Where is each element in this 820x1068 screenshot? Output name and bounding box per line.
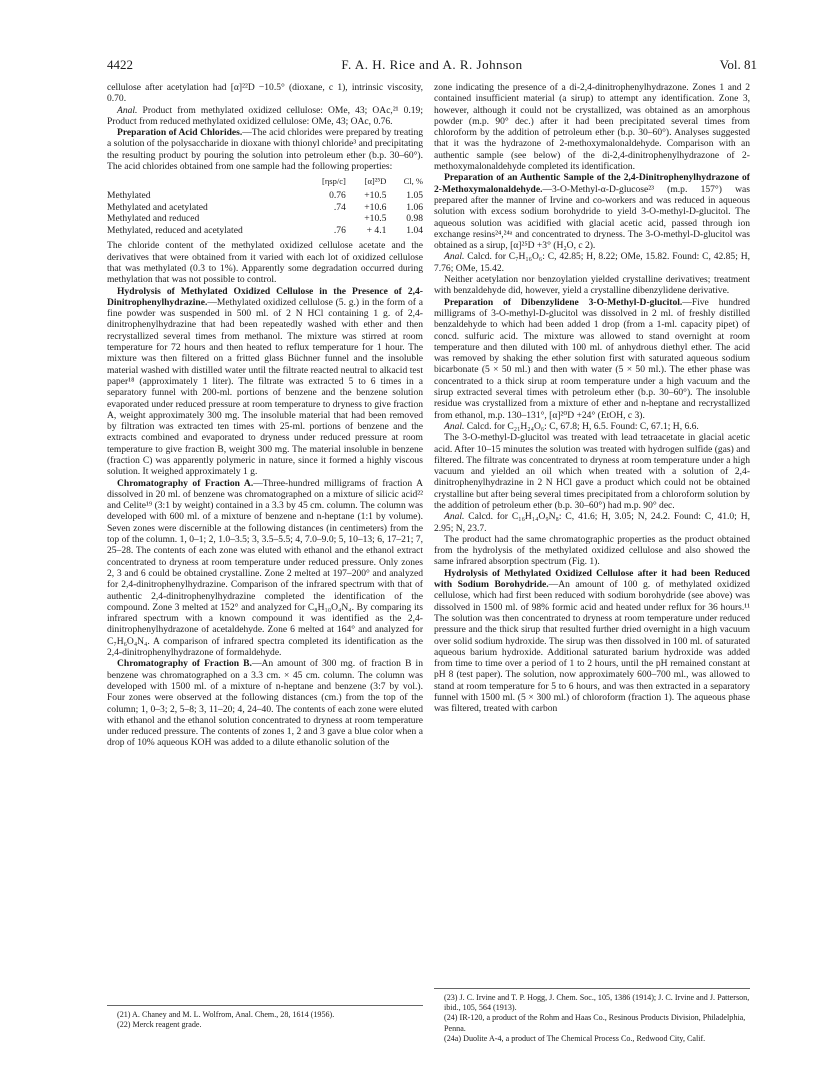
paragraph: Chromatography of Fraction B.—An amount of 300 mg. of fraction B in benzene was chromatographed on a 3.3 cm. × 45 cm. column. The column was developed with 1500 ml. of a mixture of n-heptane and benzene (3:7 by vol.). Four zones were observed at the following distances (cm.) from the top of the column; 1, 0–3; 2, 5–8; 3, 11–20; 4, 24–40. The contents of each zone were eluted with ethanol and the ethanol solution concentrated to dryness at room temperature under reduced pressure. The contents of zones 1, 2 and 3 gave a blue color when a drop of 10% aqueous KOH was added to a dilute ethanolic solution of the (107, 658, 423, 749)
paragraph: Neither acetylation nor benzoylation yielded crystalline derivatives; treatment with benzaldehyde did, however, yield a crystalline dibenzylidene derivative. (434, 274, 750, 297)
footnotes-left (107, 1005, 423, 1030)
table-header-row: [ηsp/c] [α]²⁵D Cl, % (322, 176, 423, 187)
table-row: Methylated and acetylated .74 +10.6 1.06 (107, 201, 423, 213)
section-heading: Preparation of Dibenzylidene 3-O-Methyl-D-glucitol. (444, 296, 683, 308)
section-heading: Preparation of Acid Chlorides. (117, 127, 243, 139)
left-column (107, 82, 423, 749)
paragraph: Hydrolysis of Methylated Oxidized Cellulose in the Presence of 2,4-Dinitrophenylhydrazine.—Methylated oxidized cellulose (5. g.) in the form of a fine powder was suspended in 500 ml. of 2 N HCl containing 1 g. of 2,4-dinitrophenylhydrazine that had been repeatedly washed with ether and then recrystallized several times from methanol. The mixture was stirred at room temperature for 72 hours and then heated to reflux temperature for 1 hour. The mixture was then filtered on a fritted glass Büchner funnel and the insoluble material washed with distilled water until the filtrate reacted neutral to alkacid test paper¹⁸ (approximately 1 liter). The filtrate was extracted 5 to 6 times in a separatory funnel with 200-ml. portions of benzene and the benzene solution evaporated under reduced pressure at room temperature to dryness to give fraction A, weight approximately 300 mg. The insoluble material that had been removed by filtration was extracted ten times with 25-ml. portions of benzene and the extracts combined and evaporated to dryness under reduced pressure at room temperature to give fraction B, weight 300 mg. The material insoluble in benzene (fraction C) was apparently polymeric in nature, since it formed a highly viscous solution. It weighed approximately 1 g. (107, 285, 423, 478)
section-heading: Hydrolysis of Methylated Oxidized Cellulose after it had been Reduced with Sodium Borohydride. (434, 567, 750, 591)
right-column (434, 82, 750, 715)
section-heading: Hydrolysis of Methylated Oxidized Cellulose in the Presence of 2,4-Dinitrophenylhydrazine. (107, 285, 423, 308)
section-heading: Chromatography of Fraction B. (117, 658, 252, 670)
table-row: Methylated and reduced +10.5 0.98 (107, 213, 423, 225)
footnote: (24a) Duolite A-4, a product of The Chemical Process Co., Redwood City, Calif. (444, 1033, 706, 1043)
acid-chloride-properties-table (107, 176, 423, 236)
paragraph: Preparation of Acid Chlorides.—The acid chlorides were prepared by treating a solution of the polysaccharide in dioxane with thionyl chloride³ and precipitating the resulting product by pouring the solution into petroleum ether (b.p. 30–60°). The acid chlorides obtained from one sample had the following properties: (107, 127, 423, 173)
footnote: (22) Merck reagent grade. (117, 1020, 202, 1030)
volume-number: Vol. 81 (719, 57, 757, 72)
table-row: Methylated, reduced and acetylated .76 + 4.1 1.04 (107, 224, 423, 236)
anal-label: Anal. (444, 251, 465, 263)
anal-label: Anal. (444, 511, 465, 523)
paragraph: cellulose after acetylation had [α]²²D −10.5° (dioxane, c 1), intrinsic viscosity, 0.70. (107, 82, 423, 105)
paragraph: The chloride content of the methylated oxidized cellulose acetate and the derivatives that were obtained from it varied with each lot of oxidized cellulose that was methylated (0.3 to 1%). Apparently some degradation occurred during methylation that was not possible to control. (107, 240, 423, 286)
anal-label: Anal. (444, 420, 465, 432)
footnote-rule (434, 988, 750, 989)
paragraph: Hydrolysis of Methylated Oxidized Cellulose after it had been Reduced with Sodium Borohydride.—An amount of 100 g. of methylated oxidized cellulose, which had first been reduced with sodium borohydride (see above) was dissolved in 1500 ml. of 98% formic acid and heated under reflux for 36 hours.¹¹ The solution was then concentrated to dryness at room temperature under reduced pressure and the thick sirup that resulted further dried overnight in a high vacuum over solid sodium hydroxide. The sirup was then dissolved in 100 ml. of saturated aqueous barium hydroxide. Additional saturated barium hydroxide was added from time to time over a period of 1 to 2 hours, until the pH remained constant at pH 8 (test paper). The solution, now approximately 600–700 ml., was allowed to stand at room temperature for 5 to 6 hours, and was then extracted in a separatory funnel with 1500 ml. (5 × 300 ml.) of chloroform (fraction 1). The aqueous phase was filtered, treated with carbon (434, 567, 751, 715)
footnote: (23) J. C. Irvine and T. P. Hogg, J. Chem. Soc., 105, 1386 (1914); J. C. Irvine and J. Patterson, ibid., 105, 564 (1913). (444, 993, 750, 1013)
paragraph: Anal. Calcd. for C₂₁H₂₄O₆: C, 67.8; H, 6.5. Found: C, 67.1; H, 6.6. (444, 420, 699, 432)
paragraph: Chromatography of Fraction A.—Three-hundred milligrams of fraction A dissolved in 20 ml. of benzene was chromatographed on a mixture of silicic acid²² and Celite¹⁹ (3:1 by weight) contained in a 3.3 by 45 cm. column. The column was developed with 600 ml. of a mixture of benzene and n-heptane (1:1 by volume). Seven zones were discernible at the following distances (in centimeters) from the top of the column. 1, 0–1; 2, 1.0–3.5; 3, 3.5–5.5; 4, 7.0–9.0; 5, 10–13; 6, 17–21; 7, 25–28. The contents of each zone was eluted with ethanol and the ethanol extract concentrated to dryness at room temperature under reduced pressure. Only zones 2, 3 and 6 could be obtained crystalline. Zone 2 melted at 197–200° and analyzed for 2,4-dinitrophenylhydrazine. Comparison of the infrared spectrum with that of authentic 2,4-dinitrophenylhydrazine completed the identification of the compound. Zone 3 melted at 152° and analyzed for C₈H₁₀O₄N₄. By comparing its infrared spectrum with a known compound it was identified as the 2,4-dinitrophenylhydrazone of acetaldehyde. Zone 6 melted at 164° and analyzed for C₇H₆O₄N₄. A comparison of infrared spectra completed its identification as the 2,4-dinitrophenylhydrazone of formaldehyde. (107, 477, 424, 659)
footnotes-right (434, 988, 750, 1044)
paragraph: Preparation of Dibenzylidene 3-O-Methyl-D-glucitol.—Five hundred milligrams of 3-O-methyl-D-glucitol was dissolved in 2 ml. of freshly distilled benzaldehyde to which had been added 1 drop (from a 1-ml. capacity pipet) of concd. sulfuric acid. The mixture was allowed to stand overnight at room temperature and then diluted with 100 ml. of anhydrous diethyl ether. The acid was removed by shaking the ether solution first with saturated aqueous sodium bicarbonate (5 × 50 ml.) and then with water (5 × 50 ml.). The ether phase was concentrated to a thick sirup at room temperature under a high vacuum and the sirup extracted several times with petroleum ether (b.p. 30–60°). The insoluble residue was crystallized from a mixture of ether and n-heptane and recrystallized from ethanol, m.p. 130–131°, [α]²⁰D +24° (EtOH, c 3). (434, 296, 750, 421)
section-heading: Preparation of an Authentic Sample of the 2,4-Dinitrophenylhydrazone of 2-Methoxymalonaldehyde. (434, 172, 750, 195)
paragraph: zone indicating the presence of a di-2,4-dinitrophenylhydrazone. Zones 1 and 2 contained insufficient material (a sirup) to attempt any identification. Zone 3, however, although it could not be crystallized, was obtained as an amorphous powder (m.p. 90° dec.) after it had been precipitated several times from chloroform by the addition of petroleum ether (b.p. 30–60°). Analyses suggested that it was the hydrazone of 2-methoxymalonaldehyde. Comparison with an authentic sample (see below) of the di-2,4-dinitrophenylhydrazone of 2-methoxymalonaldehyde completed its identification. (434, 82, 750, 173)
section-heading: Chromatography of Fraction A. (117, 477, 254, 489)
footnote: (21) A. Chaney and M. L. Wolfrom, Anal. Chem., 28, 1614 (1956). (117, 1010, 335, 1019)
running-authors: F. A. H. Rice and A. R. Johnson (341, 57, 523, 72)
paragraph: Preparation of an Authentic Sample of the 2,4-Dinitrophenylhydrazone of 2-Methoxymalonaldehyde.—3-O-Methyl-α-D-glucose²³ (m.p. 157°) was prepared after the manner of Irvine and co-workers and was reduced in aqueous solution with excess sodium borohydride to yield 3-O-methyl-D-glucitol. The aqueous solution was acidified with glacial acetic acid, passed through ion exchange resins²⁴,²⁴ᵃ and concentrated to dryness. The 3-O-methyl-D-glucitol was obtained as a sirup, [α]²⁵D +3° (H₂O, c 2). (434, 172, 750, 252)
paragraph: The product had the same chromatographic properties as the product obtained from the hydrolysis of the methylated oxidized cellulose and also showed the same infrared absorption spectrum (Fig. 1). (434, 533, 750, 568)
paragraph: The 3-O-methyl-D-glucitol was treated with lead tetraacetate in glacial acetic acid. After 10–15 minutes the solution was treated with hydrogen sulfide (gas) and filtered. The filtrate was concentrated to dryness at room temperature under a high vacuum and yielded an oil which when treated with a solution of 2,4-dinitrophenylhydrazine in 2 N HCl gave a product which could not be obtained crystalline but after being several times precipitated from a chloroform solution by the addition of petroleum ether (b.p. 30–60°) had m.p. 90° dec. (434, 432, 750, 511)
footnote: (24) IR-120, a product of the Rohm and Haas Co., Resinous Products Division, Philadelphia, Penna. (444, 1013, 746, 1033)
paragraph: Anal. Calcd. for C₇H₁₆O₆: C, 42.85; H, 8.22; OMe, 15.82. Found: C, 42.85; H, 7.76; OMe, 15.42. (434, 251, 750, 274)
footnote-rule (107, 1005, 423, 1006)
paragraph: Anal. Product from methylated oxidized cellulose: OMe, 43; OAc,²¹ 0.19; Product from reduced methylated oxidized cellulose: OMe, 43; OAc, 0.76. (107, 104, 423, 127)
paragraph: Anal. Calcd. for C₁₆H₁₄O₉N₈: C, 41.6; H, 3.05; N, 24.2. Found: C, 41.0; H, 2.95; N, 23.7. (434, 511, 750, 534)
running-header (107, 57, 757, 75)
anal-label: Anal. (117, 104, 138, 116)
page-number: 4422 (107, 57, 133, 72)
table-row: Methylated 0.76 +10.5 1.05 (107, 189, 423, 201)
